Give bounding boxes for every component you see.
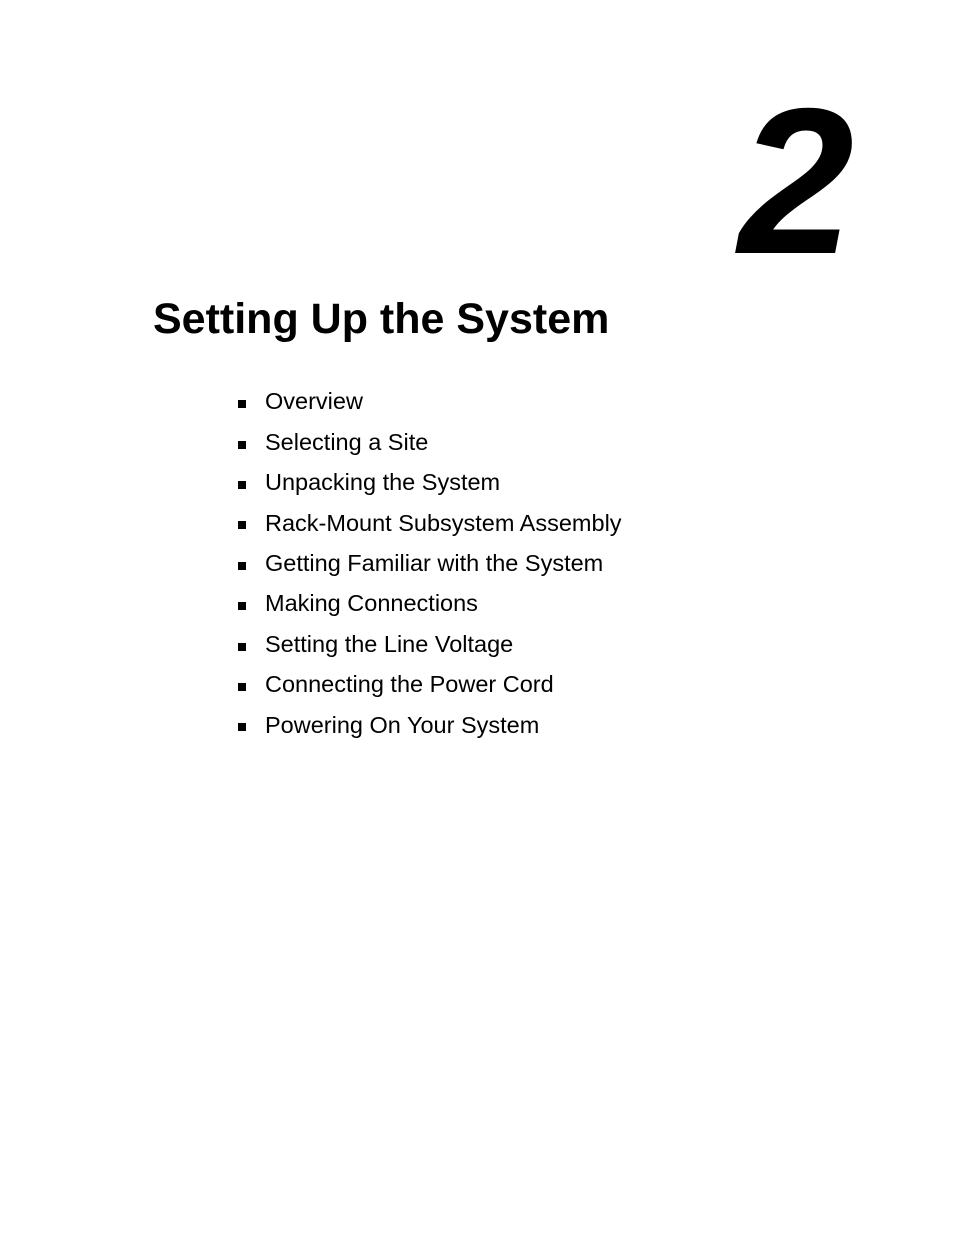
topic-item: [238, 624, 622, 664]
topic-label: Making Connections: [265, 590, 478, 617]
square-bullet-icon: [238, 683, 246, 691]
topic-label: Connecting the Power Cord: [265, 671, 554, 698]
topic-label: Selecting a Site: [265, 428, 429, 455]
topic-item: [238, 382, 622, 422]
chapter-number: 2: [738, 66, 854, 298]
topic-label: Overview: [265, 388, 363, 415]
square-bullet-icon: [238, 521, 246, 529]
topic-label: Getting Familiar with the System: [265, 550, 604, 576]
topic-label: Setting the Line Voltage: [265, 630, 514, 657]
topic-item: [238, 584, 622, 624]
square-bullet-icon: [238, 441, 246, 449]
square-bullet-icon: [238, 643, 246, 651]
square-bullet-icon: [238, 602, 246, 610]
topic-label: Unpacking the System: [265, 469, 501, 496]
topic-item: [238, 544, 622, 584]
topic-item: [238, 463, 622, 503]
square-bullet-icon: [238, 400, 246, 408]
square-bullet-icon: [238, 481, 246, 489]
topic-item: [238, 705, 622, 745]
chapter-title: Setting Up the System: [153, 295, 610, 343]
topic-label: Rack-Mount Subsystem Assembly: [265, 509, 622, 536]
topic-item: [238, 503, 622, 543]
square-bullet-icon: [238, 562, 246, 570]
topic-label: Powering On Your System: [265, 711, 540, 738]
square-bullet-icon: [238, 723, 246, 731]
topic-item: [238, 665, 622, 705]
chapter-topic-list: [238, 382, 622, 746]
topic-item: [238, 422, 622, 462]
